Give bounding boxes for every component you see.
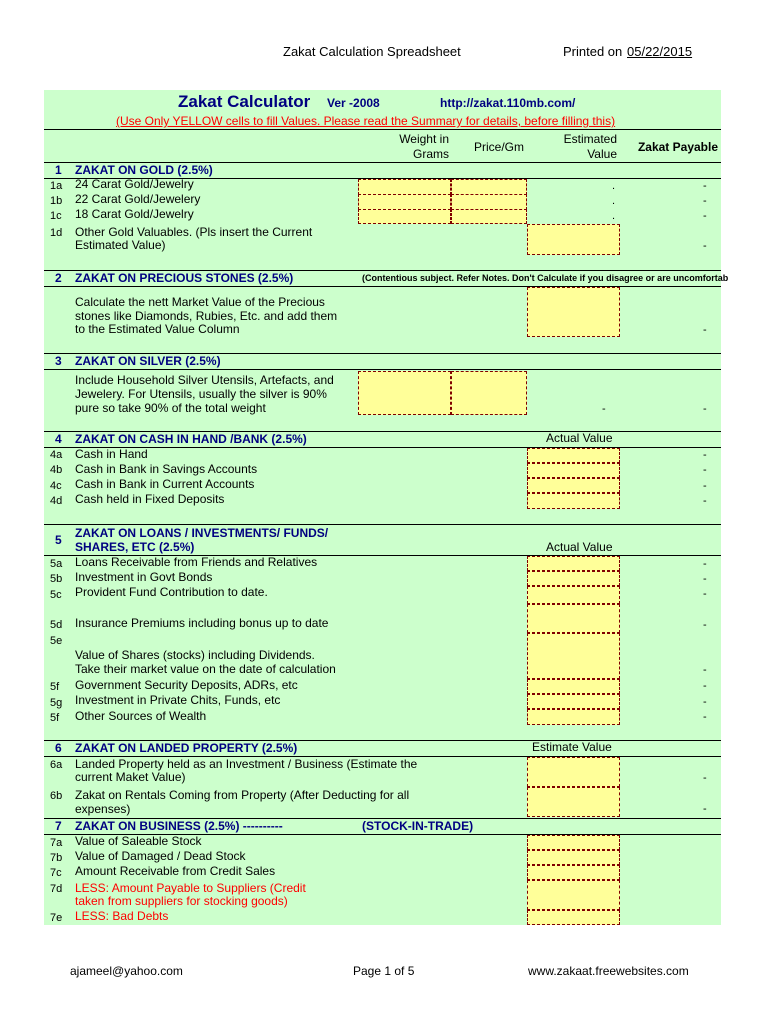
zakat-value: - (703, 324, 707, 336)
value-input-6a[interactable] (527, 757, 620, 787)
row-label: Estimated Value) (75, 238, 166, 252)
row-label: LESS: Amount Payable to Suppliers (Credit (75, 881, 306, 895)
row-label: 22 Carat Gold/Jewelery (75, 192, 201, 206)
section-title-property: ZAKAT ON LANDED PROPERTY (2.5%) (75, 741, 298, 755)
row-id: 1a (50, 180, 63, 192)
divider (44, 129, 721, 130)
row-label: Value of Damaged / Dead Stock (75, 849, 246, 863)
row-id: 6b (50, 790, 63, 802)
col-estimated-line1: Estimated (563, 132, 617, 146)
row-id: 4b (50, 464, 63, 476)
row-id: 5b (50, 573, 63, 585)
row-label: pure so take 90% of the total weight (75, 401, 266, 415)
section-number: 7 (55, 819, 62, 833)
section-number: 1 (55, 163, 62, 177)
row-id: 5f (50, 712, 60, 724)
actual-value-label: Actual Value (546, 540, 613, 554)
value-input-5f[interactable] (527, 679, 620, 694)
price-input-silver[interactable] (451, 371, 527, 415)
row-label: current Maket Value) (75, 770, 186, 784)
section-title-cash: ZAKAT ON CASH IN HAND /BANK (2.5%) (75, 432, 307, 446)
col-price: Price/Gm (473, 140, 524, 154)
section-number: 2 (55, 271, 62, 285)
estimated-value: . (612, 210, 616, 222)
zakat-value: - (703, 803, 707, 815)
section-title-business-sub: (STOCK-IN-TRADE) (362, 819, 474, 833)
row-id: 7b (50, 852, 63, 864)
section-title-stones: ZAKAT ON PRECIOUS STONES (2.5%) (75, 271, 294, 285)
value-input-4c[interactable] (527, 478, 620, 493)
instruction-note: (Use Only YELLOW cells to fill Values. Please read the Summary for details, before filling this) (116, 114, 616, 128)
row-id: 5g (50, 697, 63, 709)
value-input-5e[interactable] (527, 633, 620, 679)
value-input-5g[interactable] (527, 694, 620, 709)
section-title-business: ZAKAT ON BUSINESS (2.5%) ---------- (75, 819, 283, 833)
row-id: 4c (50, 480, 62, 492)
row-label: Insurance Premiums including bonus up to date (75, 616, 329, 630)
zakat-value: - (703, 195, 707, 207)
zakat-value: - (703, 449, 707, 461)
value-input-7a[interactable] (527, 835, 620, 850)
document-title: Zakat Calculation Spreadsheet (283, 44, 461, 59)
value-input-7c[interactable] (527, 865, 620, 880)
value-input-5b[interactable] (527, 571, 620, 586)
zakat-value: - (703, 480, 707, 492)
row-label: Provident Fund Contribution to date. (75, 585, 268, 599)
value-input-5c[interactable] (527, 586, 620, 604)
row-label: Take their market value on the date of calculation (75, 662, 336, 676)
footer-page-number: Page 1 of 5 (353, 964, 415, 978)
zakat-value: - (703, 180, 707, 192)
row-label: to the Estimated Value Column (75, 322, 240, 336)
value-input-4a[interactable] (527, 448, 620, 463)
zakat-value: - (703, 664, 707, 676)
zakat-value: - (703, 464, 707, 476)
estimated-input-1d[interactable] (527, 224, 620, 255)
row-label: Cash in Hand (75, 447, 148, 461)
row-label: Investment in Govt Bonds (75, 570, 213, 584)
section-title-gold: ZAKAT ON GOLD (2.5%) (75, 163, 213, 177)
section-number: 3 (55, 354, 62, 368)
row-id: 5f (50, 681, 60, 693)
weight-input-1b[interactable] (358, 194, 451, 210)
value-input-7b[interactable] (527, 850, 620, 865)
price-input-1c[interactable] (451, 209, 527, 224)
zakat-value: - (703, 680, 707, 692)
row-label: Cash in Bank in Current Accounts (75, 477, 255, 491)
value-input-6b[interactable] (527, 787, 620, 817)
section-number: 5 (55, 533, 62, 547)
row-label: Investment in Private Chits, Funds, etc (75, 693, 281, 707)
price-input-1b[interactable] (451, 194, 527, 210)
row-id: 5e (50, 635, 63, 647)
zakat-value: - (703, 588, 707, 600)
section-divider (44, 369, 721, 370)
row-id: 7a (50, 837, 63, 849)
section-divider (44, 524, 721, 525)
printed-date: 05/22/2015 (627, 44, 693, 59)
section-title-loans-line2: SHARES, ETC (2.5%) (75, 540, 195, 554)
row-id: 1c (50, 210, 62, 222)
price-input-1a[interactable] (451, 179, 527, 195)
row-id: 7e (50, 912, 63, 924)
row-label: 24 Carat Gold/Jewelry (75, 177, 194, 191)
row-id: 4a (50, 449, 63, 461)
row-label: Value of Shares (stocks) including Dividends. (75, 648, 315, 662)
zakat-value: - (703, 619, 707, 631)
zakat-value: - (703, 696, 707, 708)
zakat-value: - (703, 495, 707, 507)
row-label: Jewelery. For Utensils, usually the silver is 90% (75, 387, 327, 401)
value-input-5f-other[interactable] (527, 709, 620, 725)
value-input-7e[interactable] (527, 910, 620, 925)
col-weight-line1: Weight in (399, 132, 449, 146)
col-zakat-payable: Zakat Payable (637, 140, 718, 154)
row-id: 4d (50, 495, 63, 507)
row-label: Landed Property held as an Investment / Business (Estimate the (75, 757, 418, 771)
actual-value-label: Actual Value (546, 431, 613, 445)
printed-label: Printed on (563, 44, 623, 59)
footer-email[interactable]: ajameel@yahoo.com (70, 964, 183, 978)
value-input-7d[interactable] (527, 880, 620, 910)
row-label: stones like Diamonds, Rubies, Etc. and add them (75, 309, 338, 323)
row-id: 5c (50, 589, 62, 601)
row-id: 7c (50, 867, 62, 879)
row-label: LESS: Bad Debts (75, 909, 169, 923)
calculator-version: Ver -2008 (327, 96, 380, 110)
row-label: Include Household Silver Utensils, Artefacts, and (75, 373, 334, 387)
value-input-5d[interactable] (527, 604, 620, 633)
col-estimated-line2: Value (587, 147, 617, 161)
estimated-input-stones[interactable] (527, 287, 620, 337)
zakat-value: - (703, 711, 707, 723)
row-label: Zakat on Rentals Coming from Property (After Deducting for all (75, 788, 410, 802)
zakat-value: - (703, 558, 707, 570)
row-label: Other Sources of Wealth (75, 709, 207, 723)
row-label: Cash in Bank in Savings Accounts (75, 462, 258, 476)
row-id: 5a (50, 558, 63, 570)
value-input-4b[interactable] (527, 463, 620, 478)
zakat-value: - (703, 210, 707, 222)
calculator-title: Zakat Calculator (178, 92, 311, 111)
section-number: 4 (55, 432, 62, 446)
row-label: Cash held in Fixed Deposits (75, 492, 225, 506)
footer-website[interactable]: www.zakaat.freewebsites.com (528, 964, 689, 978)
value-input-4d[interactable] (527, 493, 620, 509)
row-id: 6a (50, 759, 63, 771)
row-id: 1d (50, 227, 63, 239)
col-weight-line2: Grams (413, 147, 449, 161)
section-title-silver: ZAKAT ON SILVER (2.5%) (75, 354, 221, 368)
value-input-5a[interactable] (527, 556, 620, 571)
row-label: Loans Receivable from Friends and Relatives (75, 555, 318, 569)
row-label: expenses) (75, 802, 131, 816)
row-label: Government Security Deposits, ADRs, etc (75, 678, 298, 692)
row-id: 7d (50, 883, 63, 895)
stones-note: (Contentious subject. Refer Notes. Don't Calculate if you disagree or are uncomfortab (362, 273, 729, 283)
section-number: 6 (55, 741, 62, 755)
row-label: 18 Carat Gold/Jewelry (75, 207, 194, 221)
estimated-value: . (612, 195, 616, 207)
zakat-value: - (703, 240, 707, 252)
estimated-value: . (612, 180, 616, 192)
weight-input-1a[interactable] (358, 179, 451, 195)
row-label: taken from suppliers for stocking goods) (75, 894, 288, 908)
zakat-value: - (703, 403, 707, 415)
row-label: Other Gold Valuables. (Pls insert the Current (75, 225, 313, 239)
estimated-value: - (602, 403, 606, 415)
row-label: Calculate the nett Market Value of the Precious (75, 295, 325, 309)
weight-input-silver[interactable] (358, 371, 451, 415)
estimate-value-label: Estimate Value (532, 740, 612, 754)
section-title-loans-line1: ZAKAT ON LOANS / INVESTMENTS/ FUNDS/ (75, 526, 329, 540)
row-id: 1b (50, 195, 63, 207)
row-id: 5d (50, 619, 63, 631)
zakat-value: - (703, 772, 707, 784)
weight-input-1c[interactable] (358, 209, 451, 224)
row-label: Amount Receivable from Credit Sales (75, 864, 276, 878)
zakat-value: - (703, 573, 707, 585)
calculator-url[interactable]: http://zakat.110mb.com/ (440, 96, 576, 110)
row-label: Value of Saleable Stock (75, 834, 202, 848)
